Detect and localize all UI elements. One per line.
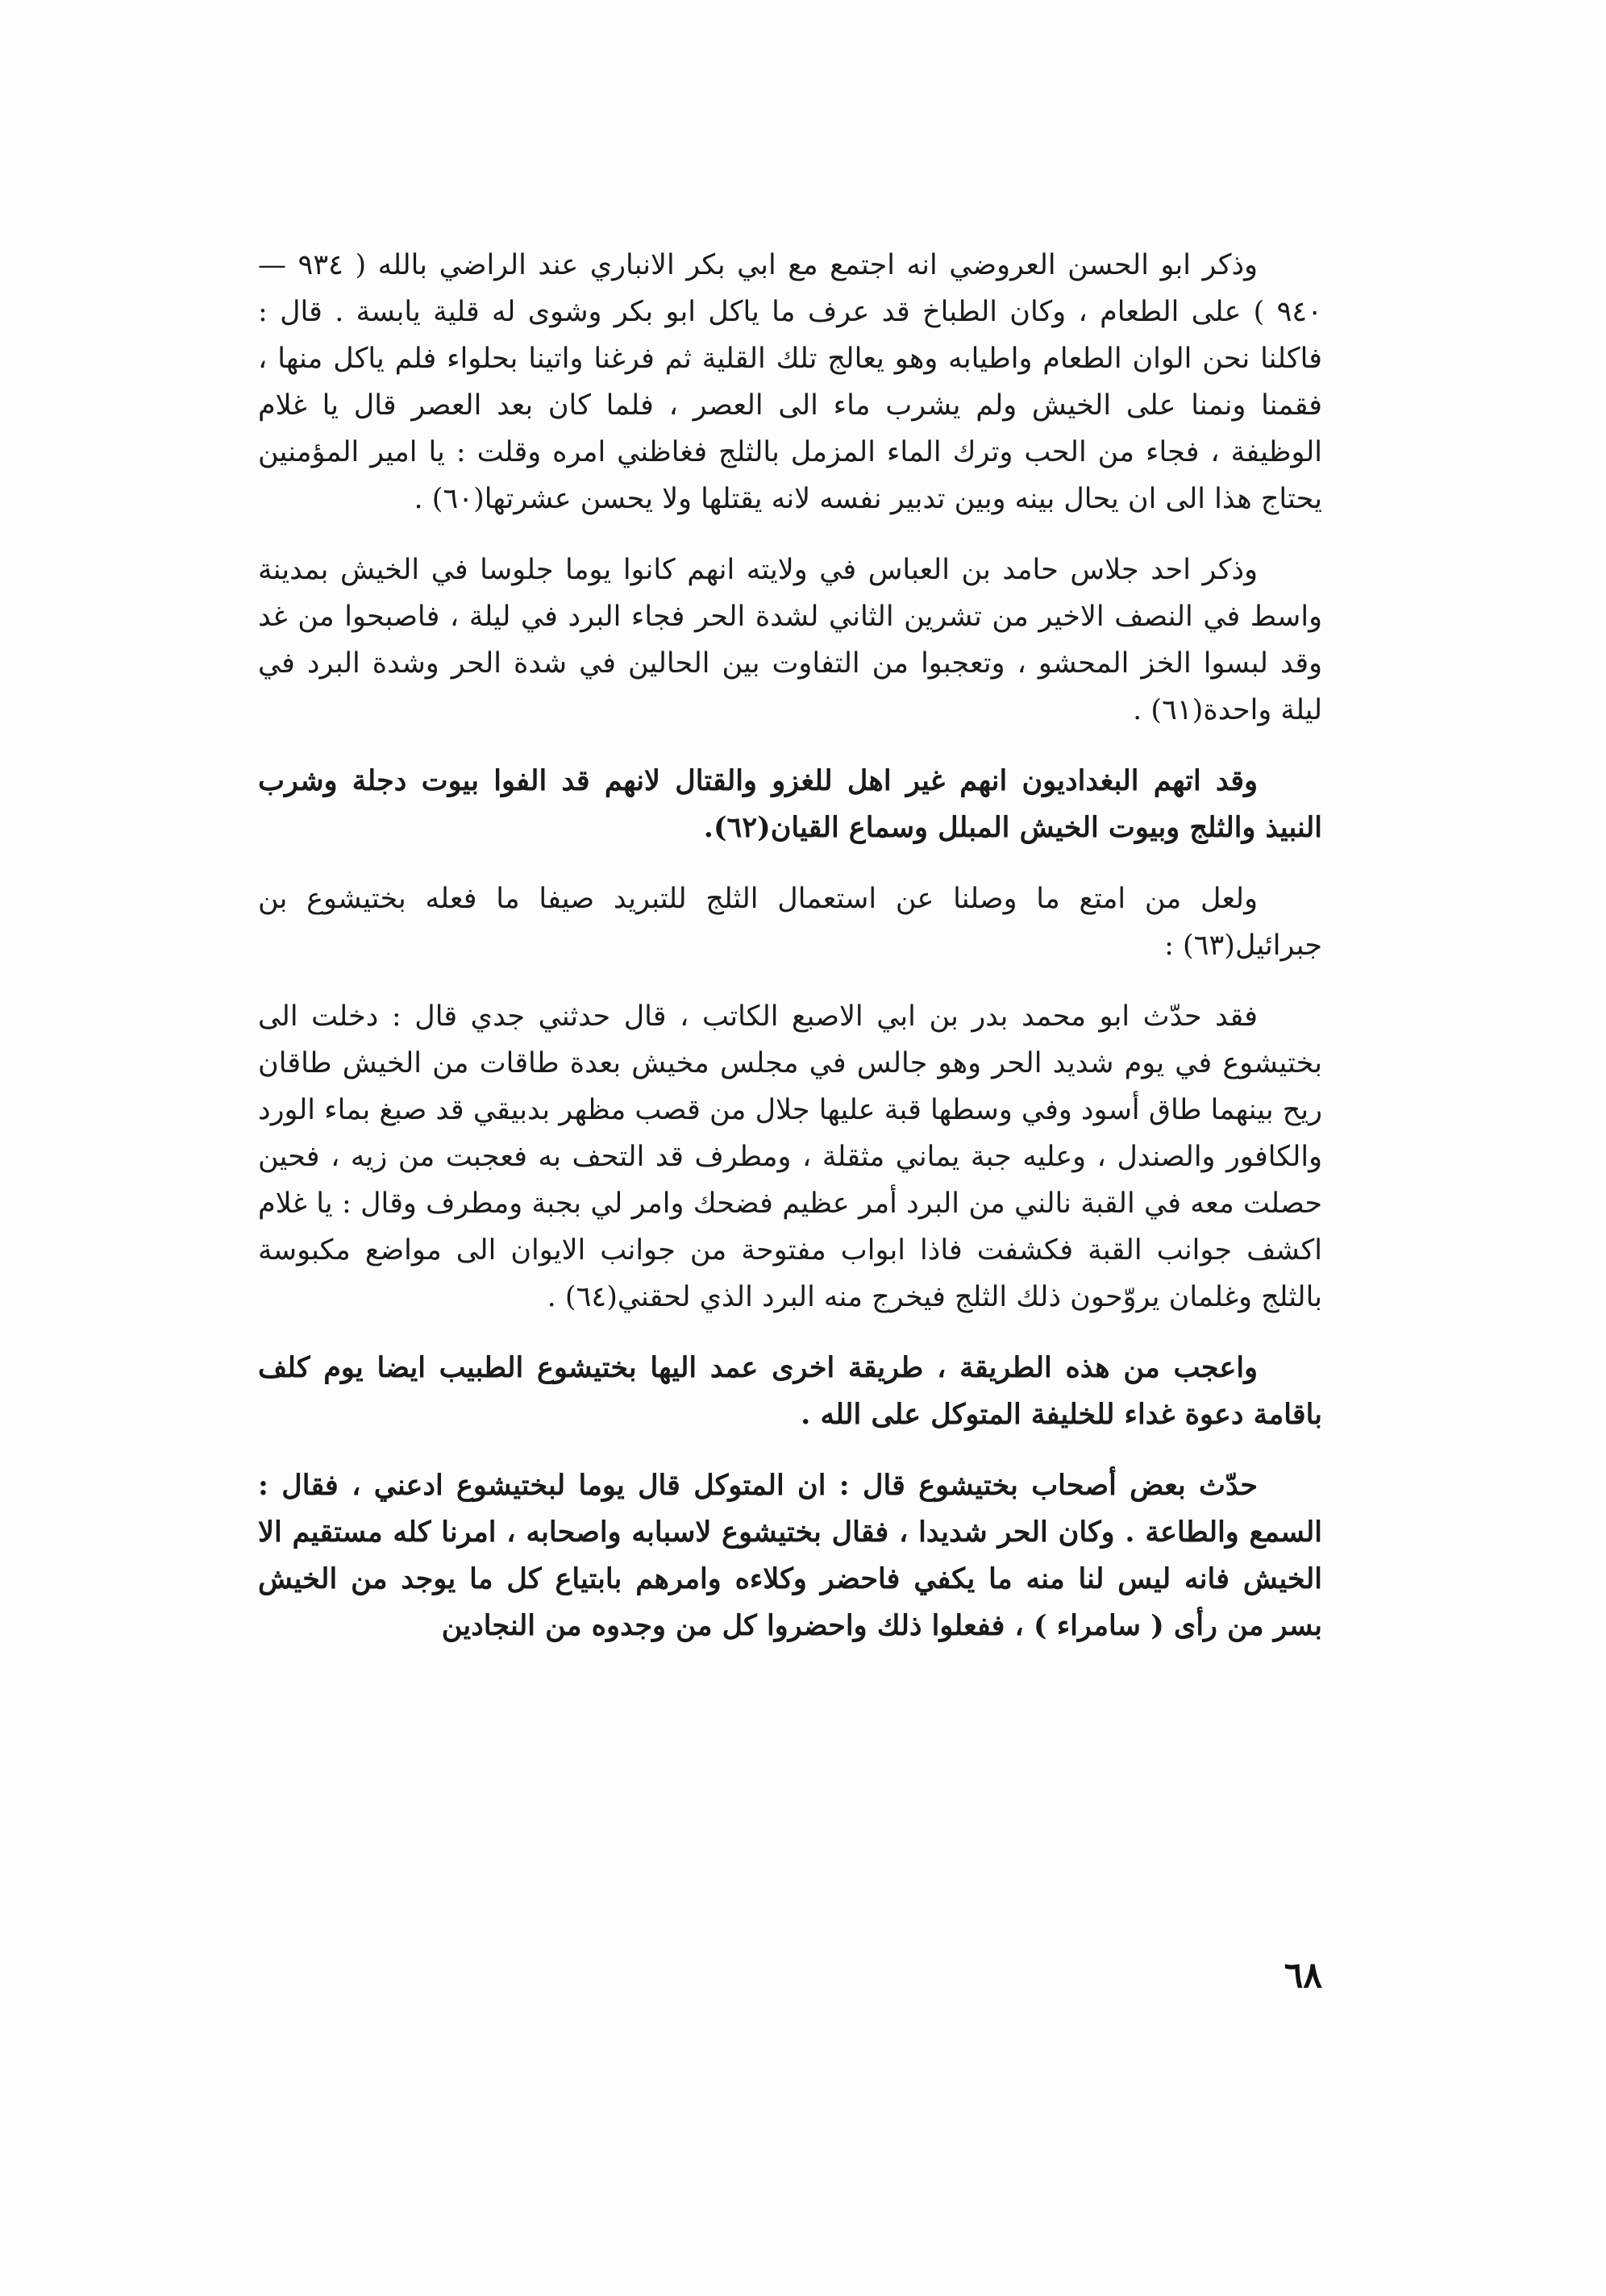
body-text bbox=[258, 242, 1322, 1674]
paragraph-1: وذكر ابو الحسن العروضي انه اجتمع مع ابي بكر الانباري عند الراضي بالله ( ٩٣٤ — ٩٤٠ ) على الطعام ، وكان الطباخ قد عرف ما ياكل ابو بكر وشوى له قلية يابسة . قال : فاكلنا نحن الوان الطعام واطيابه وهو يعالج تلك القلية ثم فرغنا واتينا بحلواء فلم ياكل منها ، فقمنا ونمنا على الخيش ولم يشرب ماء الى العصر ، فلما كان بعد العصر قال يا غلام الوظيفة ، فجاء من الحب وترك الماء المزمل بالثلج فغاظني امره وقلت : يا امير المؤمنين يحتاج هذا الى ان يحال بينه وبين تدبير نفسه لانه يقتلها ولا يحسن عشرتها(٦٠) . bbox=[258, 249, 1322, 515]
paragraph-6: واعجب من هذه الطريقة ، طريقة اخرى عمد اليها بختيشوع الطبيب ايضا يوم كلف باقامة دعوة غداء للخليفة المتوكل على الله . bbox=[258, 1351, 1322, 1431]
page-number: ٦٨ bbox=[1284, 1955, 1322, 1996]
paragraph-3: وقد اتهم البغداديون انهم غير اهل للغزو والقتال لانهم قد الفوا بيوت دجلة وشرب النبيذ والثلج وبيوت الخيش المبلل وسماع القيان(٦٢). bbox=[258, 764, 1322, 844]
paragraph-7: حدّث بعض أصحاب بختيشوع قال : ان المتوكل قال يوما لبختيشوع ادعني ، فقال : السمع والطاعة . وكان الحر شديدا ، فقال بختيشوع لاسبابه واصحابه ، امرنا كله مستقيم الا الخيش فانه ليس لنا منه ما يكفي فاحضر وكلاءه وامرهم بابتياع كل ما يوجد من الخيش بسر من رأى ( سامراء ) ، ففعلوا ذلك واحضروا كل من وجدوه من النجادين bbox=[258, 1469, 1322, 1642]
paragraph-5: فقد حدّث ابو محمد بدر بن ابي الاصبع الكاتب ، قال حدثني جدي قال : دخلت الى بختيشوع في يوم شديد الحر وهو جالس في مجلس مخيش بعدة طاقات من الخيش طاقان ريح بينهما طاق أسود وفي وسطها قبة عليها جلال من قصب مظهر بدبيقي قد صبغ بماء الورد والكافور والصندل ، وعليه جبة يماني مثقلة ، ومطرف قد التحف به فعجبت من زيه ، فحين حصلت معه في القبة نالني من البرد أمر عظيم فضحك وامر لي بجبة ومطرف وقال : يا غلام اكشف جوانب القبة فكشفت فاذا ابواب مفتوحة من جوانب الايوان الى مواضع مكبوسة بالثلج وغلمان يروّحون ذلك الثلج فيخرج منه البرد الذي لحقني(٦٤) . bbox=[258, 1000, 1322, 1313]
paragraph-4: ولعل من امتع ما وصلنا عن استعمال الثلج للتبريد صيفا ما فعله بختيشوع بن جبرائيل(٦٣) : bbox=[258, 883, 1322, 962]
paragraph-2: وذكر احد جلاس حامد بن العباس في ولايته انهم كانوا يوما جلوسا في الخيش بمدينة واسط في النصف الاخير من تشرين الثاني لشدة الحر فجاء البرد في ليلة ، فاصبحوا من غد وقد لبسوا الخز المحشو ، وتعجبوا من التفاوت بين الحالين في شدة الحر وشدة البرد في ليلة واحدة(٦١) . bbox=[258, 554, 1322, 726]
